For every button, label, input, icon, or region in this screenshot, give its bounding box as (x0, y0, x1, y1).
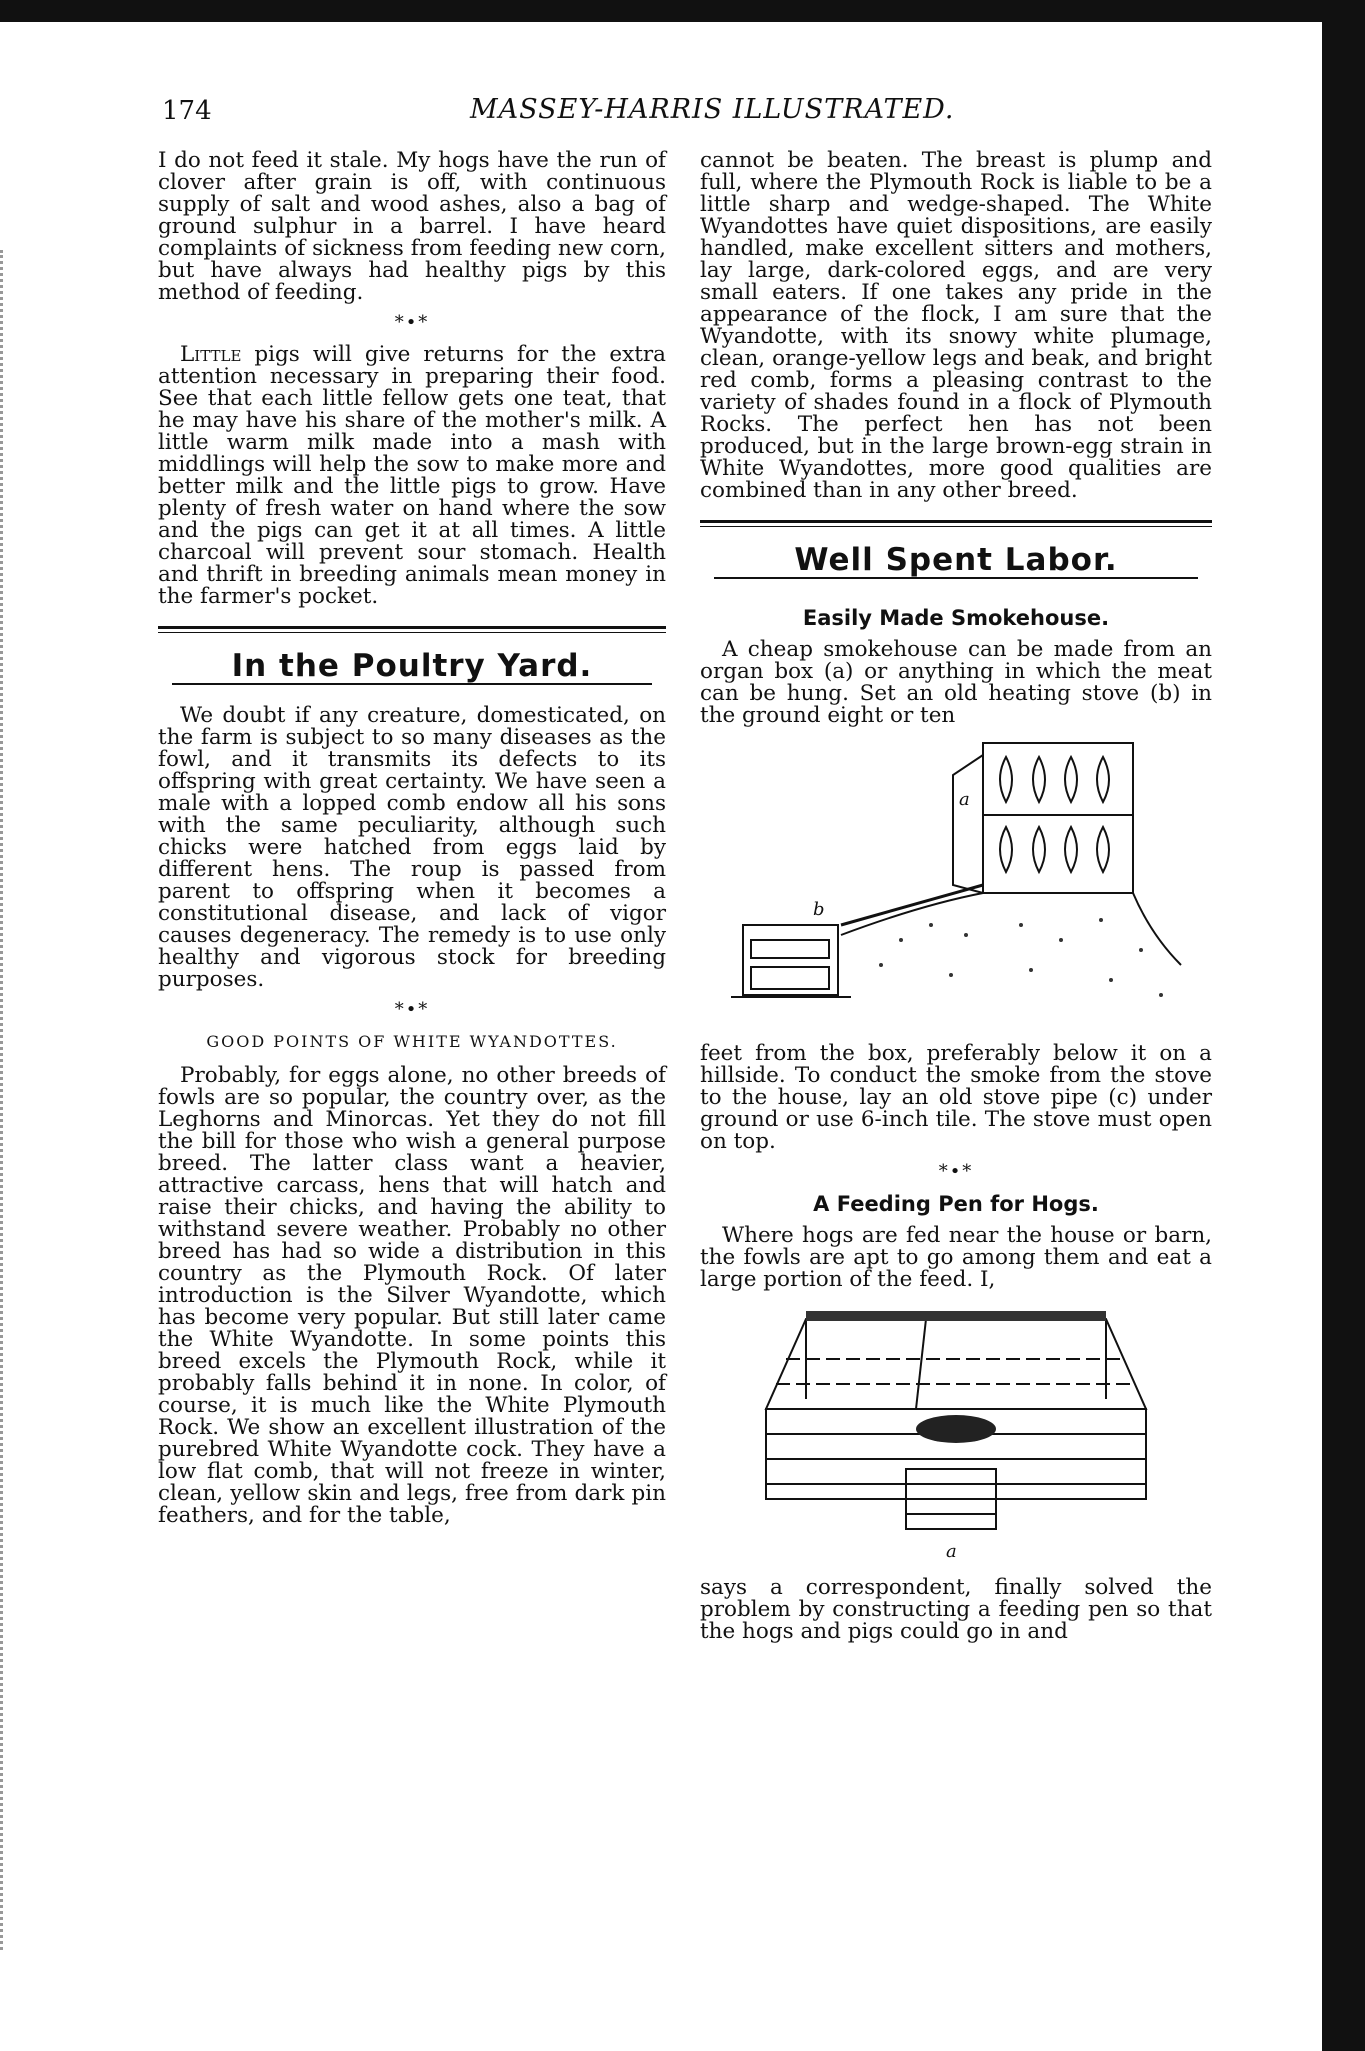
scan-border-right (1322, 0, 1365, 2051)
scan-edge-marks (0, 250, 13, 1950)
paragraph-text: pigs will give returns for the extra attention necessary in preparing their food. See that each little fellow gets one teat, that he may have his share of the mother's milk. A little warm milk made into a mash with middlings will help the sow to make more and better milk and the little pigs to grow. Have plenty of fresh water on hand where the sow and the pigs can get it at all times. A little charcoal will prevent sour stomach. Health and thrift in breeding animals mean money in the farmer's pocket. (158, 342, 666, 609)
paragraph-wyandotte-continued: cannot be beaten. The breast is plump and full, where the Plymouth Rock is liable to be a little sharp and wedge-shaped. The White Wyandottes have quiet dispositions, are easily handled, make excellent sitters and mothers, lay large, dark-colored eggs, and are very small eaters. If one takes any pride in the appearance of the flock, I am sure that the Wyandotte, with its snowy white plumage, clean, orange-yellow legs and beak, and bright red comb, forms a pleasing contrast to the variety of shades found in a flock of Plymouth Rocks. The perfect hen has not been produced, but in the large brown-egg strain in White Wyandottes, more good qualities are combined than in any other breed. (700, 148, 1212, 503)
paragraph-smokehouse: A cheap smokehouse can be made from an organ box (a) or anything in which the meat can be hung. Set an old heating stove (b) in the ground eight or ten (700, 637, 1212, 728)
figure-label-b: b (813, 899, 825, 920)
page-number: 174 (162, 96, 212, 126)
figure-label-a: a (959, 789, 970, 810)
paragraph-feeding-pen-continued: says a correspondent, finally solved the problem by constructing a feeding pen so that the hogs and pigs could go in and (700, 1575, 1212, 1644)
smokehouse-illustration (721, 735, 1191, 1035)
paragraph-hog-feeding: I do not feed it stale. My hogs have the run of clover after grain is off, with continuous supply of salt and wood ashes, also a bag of ground sulphur in a barrel. I have heard complaints of sickness from feeding new corn, but have always had healthy pigs by this method of feeding. (158, 148, 666, 305)
left-column (158, 150, 666, 1527)
figure-label-a: a (946, 1541, 957, 1562)
section-title-poultry: In the Poultry Yard. (231, 648, 593, 684)
separator-asterism: *•* (394, 312, 430, 333)
paragraph-wyandottes: Probably, for eggs alone, no other breeds of fowls are so popular, the country over, as the Leghorns and Minorcas. Yet they do not fill the bill for those who wish a general purpose breed. The latter class want a heavier, attractive carcass, hens that will hatch and raise their chicks, and having the ability to withstand severe weather. Probably no other breed has had so wide a distribution in this country as the Plymouth Rock. Of later introduction is the Silver Wyandotte, which has become very popular. But still later came the White Wyandotte. In some points this breed excels the Plymouth Rock, while it probably falls behind it in none. In color, of course, it is much like the White Plymouth Rock. We show an excellent illustration of the purebred White Wyandotte cock. They have a low flat comb, that will not freeze in winter, clean, yellow skin and legs, free from dark pin feathers, and for the table, (158, 1063, 666, 1528)
paragraph-feeding-pen: Where hogs are fed near the house or barn, the fowls are apt to go among them and eat a large portion of the feed. I, (700, 1223, 1212, 1292)
subheading-smokehouse: Easily Made Smokehouse. (802, 606, 1110, 630)
lead-word: Little (180, 342, 242, 367)
feeding-pen-illustration (746, 1299, 1166, 1569)
section-title-labor: Well Spent Labor. (794, 542, 1118, 578)
paragraph-smokehouse-continued: feet from the box, preferably below it on a hillside. To conduct the smoke from the stove to the house, lay an old stove pipe (c) under ground or use 6-inch tile. The stove must open on top. (700, 1041, 1212, 1154)
section-divider (700, 520, 1212, 527)
running-title: MASSEY-HARRIS ILLUSTRATED. (470, 94, 955, 125)
section-divider (158, 626, 666, 633)
separator-asterism: *•* (938, 1161, 974, 1182)
subheading-wyandottes: GOOD POINTS OF WHITE WYANDOTTES. (206, 1032, 618, 1051)
paragraph-fowl-disease: We doubt if any creature, domesticated, on the farm is subject to so many diseases as the fowl, and it transmits its defects to its offspring with great certainty. We have seen a male with a lopped comb endow all his sons with the same peculiarity, although such chicks were hatched from eggs laid by different hens. The roup is passed from parent to offspring when it becomes a constitutional disease, and lack of vigor causes degeneracy. The remedy is to use only healthy and vigorous stock for breeding purposes. (158, 703, 666, 992)
scan-border-top (0, 0, 1365, 22)
separator-asterism: *•* (394, 999, 430, 1020)
subheading-feeding-pen: A Feeding Pen for Hogs. (813, 1192, 1099, 1216)
paragraph-little-pigs (158, 344, 666, 608)
right-column (700, 150, 1212, 1643)
